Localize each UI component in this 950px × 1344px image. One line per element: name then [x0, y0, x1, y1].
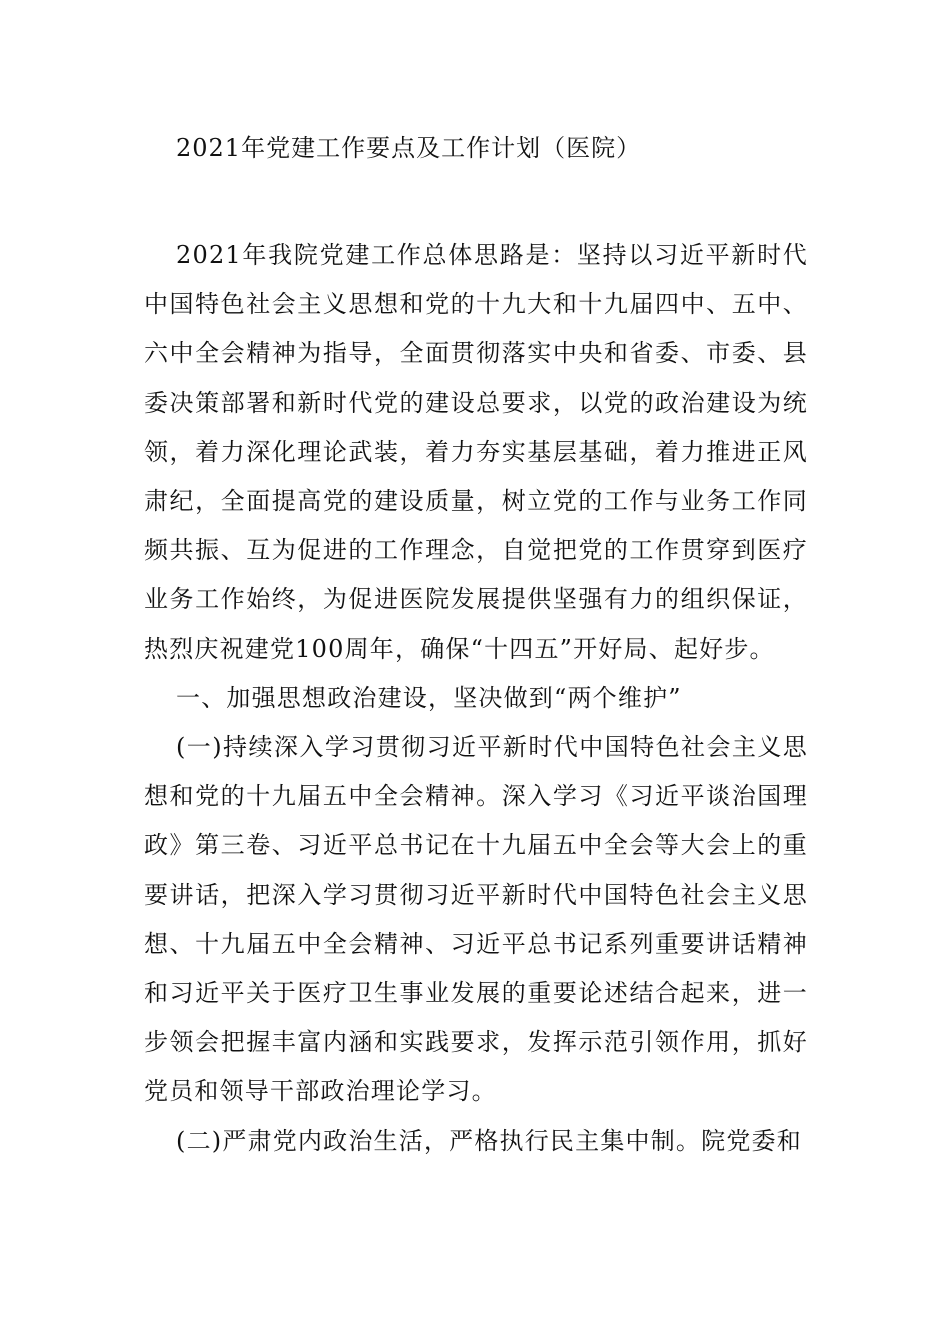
section-heading-1: 一、加强思想政治建设，坚决做到“两个维护” — [176, 683, 682, 712]
paragraph-item-1: (一)持续深入学习贯彻习近平新时代中国特色社会主义思想和党的十九届五中全会精神。深入学习《习近平谈治国理政》第三卷、习近平总书记在十九届五中全会等大会上的重要讲话，把深入学习贯彻习近平新时代中国特色社会主义思想、十九届五中全会精神、习近平总书记系列重要讲话精神和习近平关于医疗卫生事业发展的重要论述结合起来，进一步领会把握丰富内涵和实践要求，发挥示范引领作用，抓好党员和领导干部政治理论学习。 — [144, 733, 808, 1106]
paragraph-item-2: (二)严肃党内政治生活，严格执行民主集中制。院党委和 — [176, 1126, 802, 1155]
document-title: 2021年党建工作要点及工作计划（医院） — [176, 134, 642, 162]
document-body — [144, 231, 808, 1166]
paragraph-overview: 2021年我院党建工作总体思路是：坚持以习近平新时代中国特色社会主义思想和党的十九大和十九届四中、五中、六中全会精神为指导，全面贯彻落实中央和省委、市委、县委决策部署和新时代党的建设总要求，以党的政治建设为统领，着力深化理论武装，着力夯实基层基础，着力推进正风肃纪，全面提高党的建设质量，树立党的工作与业务工作同频共振、互为促进的工作理念，自觉把党的工作贯穿到医疗业务工作始终，为促进医院发展提供坚强有力的组织保证，热烈庆祝建党100周年，确保“十四五”开好局、起好步。 — [144, 241, 808, 663]
